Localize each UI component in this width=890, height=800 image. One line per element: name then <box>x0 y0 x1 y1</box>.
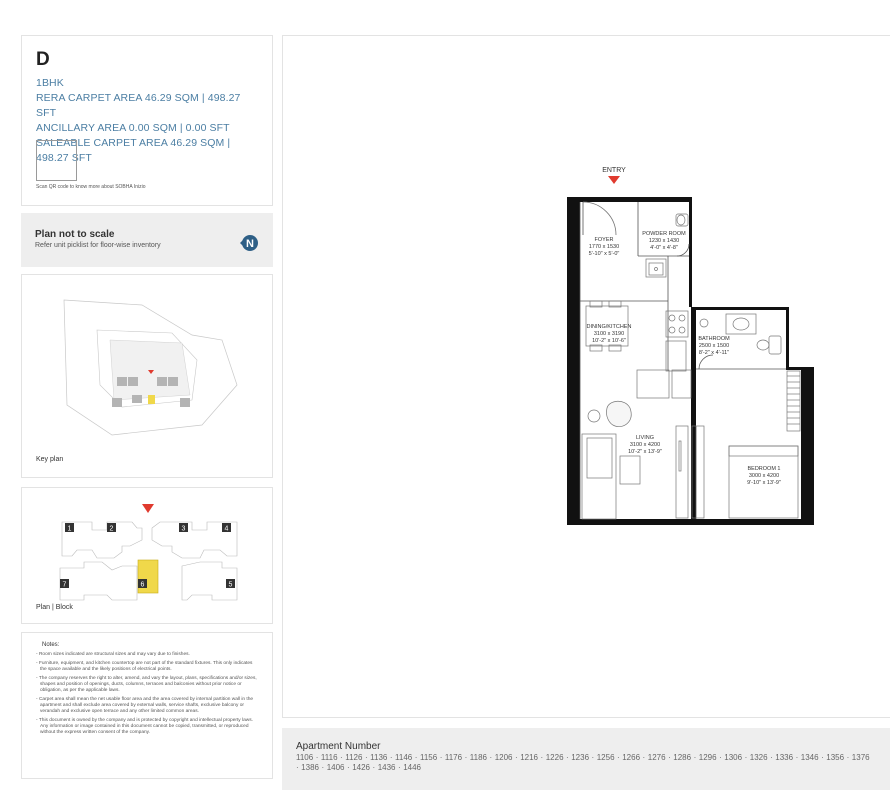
apartment-number-title: Apartment Number <box>296 741 381 752</box>
key-plan-card <box>21 274 273 478</box>
scale-notice-card <box>21 213 273 267</box>
svg-text:10'-2" x 13'-9": 10'-2" x 13'-9" <box>628 449 662 455</box>
scale-subtitle: Refer unit picklist for floor-wise inventory <box>35 242 161 249</box>
svg-text:4: 4 <box>224 525 229 533</box>
svg-text:DINING/KITCHEN: DINING/KITCHEN <box>586 324 632 330</box>
unit-bhk: 1BHK <box>36 77 64 89</box>
floor-plan-drawing <box>283 36 890 719</box>
notes-list <box>36 652 258 736</box>
svg-text:1230 x 1430: 1230 x 1430 <box>648 238 680 244</box>
notes-card <box>21 632 273 779</box>
entry-label: ENTRY <box>602 167 626 174</box>
unit-info-card <box>21 35 273 206</box>
note-item: - Carpet area shall mean the net usable floor area and the area covered by internal partition wall in the apartment and shall exclude area covered by external walls, service shafts, exclusive balcony or verandah and exclusive open terrace and any other limited common areas. <box>36 697 258 715</box>
svg-text:POWDER ROOM: POWDER ROOM <box>642 231 686 237</box>
rera-carpet-area: RERA CARPET AREA 46.29 SQM | 498.27 SFT <box>36 92 241 119</box>
svg-text:8'-2" x 4'-11": 8'-2" x 4'-11" <box>698 350 730 356</box>
svg-text:10'-2" x 10'-6": 10'-2" x 10'-6" <box>592 338 626 344</box>
svg-text:1: 1 <box>67 525 72 533</box>
unit-type-letter: D <box>36 49 50 70</box>
svg-text:7: 7 <box>62 581 67 589</box>
svg-text:LIVING: LIVING <box>635 435 655 441</box>
block-plan-label: Plan | Block <box>36 604 73 611</box>
svg-text:3: 3 <box>181 525 186 533</box>
north-label: N <box>246 238 254 250</box>
apartment-number-strip <box>282 728 890 790</box>
ancillary-area: ANCILLARY AREA 0.00 SQM | 0.00 SFT <box>36 122 230 134</box>
qr-caption: Scan QR code to know more about SOBHA Inizio <box>36 184 146 190</box>
floor-plan-panel <box>282 35 890 718</box>
block-plan-card <box>21 487 273 624</box>
saleable-carpet-area: SALEABLE CARPET AREA 46.29 SQM | 498.27 SFT <box>36 137 231 164</box>
scale-title: Plan not to scale <box>35 229 115 240</box>
notes-heading: Notes: <box>42 642 60 648</box>
apartment-number-list: 1106 · 1116 · 1126 · 1136 · 1146 · 1156 · 1176 · 1186 · 1206 · 1216 · 1226 · 1236 · 1256 · 1266 · 1276 · 1286 · 1296 · 1306 · 1326 · 1336 · 1346 · 1356 · 1376 · 1386 · 1406 · 1426 · 1436 · 1446 <box>296 753 870 772</box>
note-item: - This document is owned by the company and is protected by copyright and intellectual property laws. Any information or image contained in this document cannot be copied, transmitted, or reproduced without the express written consent of the company. <box>36 718 258 736</box>
svg-text:BEDROOM 1: BEDROOM 1 <box>747 466 781 472</box>
svg-text:FOYER: FOYER <box>594 237 614 243</box>
key-plan-highlight <box>148 395 155 404</box>
north-arrow-icon <box>238 233 258 253</box>
note-item: - Room sizes indicated are structural sizes and may vary due to finishes. <box>36 652 258 658</box>
svg-text:2500 x 1500: 2500 x 1500 <box>698 343 730 349</box>
qr-code[interactable] <box>36 140 77 181</box>
svg-text:1770 x 1530: 1770 x 1530 <box>588 244 620 250</box>
note-item: - Furniture, equipment, and kitchen countertop are not part of the standard fixtures. This only indicates the space available and the likely positions of electrical points. <box>36 661 258 673</box>
note-item: - The company reserves the right to alter, amend, and vary the layout, plans, specifications and/or sizes, shapes and position of openings, ducts, columns, terraces and balconies without prior notice or obligation, as per the applicable laws. <box>36 676 258 694</box>
entry-marker-icon <box>142 504 154 513</box>
entry-arrow-icon <box>608 176 620 184</box>
svg-text:3100 x 3190: 3100 x 3190 <box>593 331 625 337</box>
block-plan-diagram <box>22 500 272 610</box>
svg-text:4'-0" x 4'-8": 4'-0" x 4'-8" <box>650 245 678 251</box>
svg-text:9'-10" x 13'-9": 9'-10" x 13'-9" <box>747 480 781 486</box>
svg-text:2: 2 <box>109 525 114 533</box>
key-plan-label: Key plan <box>36 456 64 463</box>
svg-text:3000 x 4200: 3000 x 4200 <box>748 473 780 479</box>
svg-text:BATHROOM: BATHROOM <box>698 336 730 342</box>
key-plan-map <box>22 285 272 445</box>
svg-text:5: 5 <box>228 581 233 589</box>
svg-text:3100 x 4200: 3100 x 4200 <box>629 442 661 448</box>
svg-text:5'-10" x 5'-0": 5'-10" x 5'-0" <box>588 251 620 257</box>
svg-text:6: 6 <box>140 581 145 589</box>
